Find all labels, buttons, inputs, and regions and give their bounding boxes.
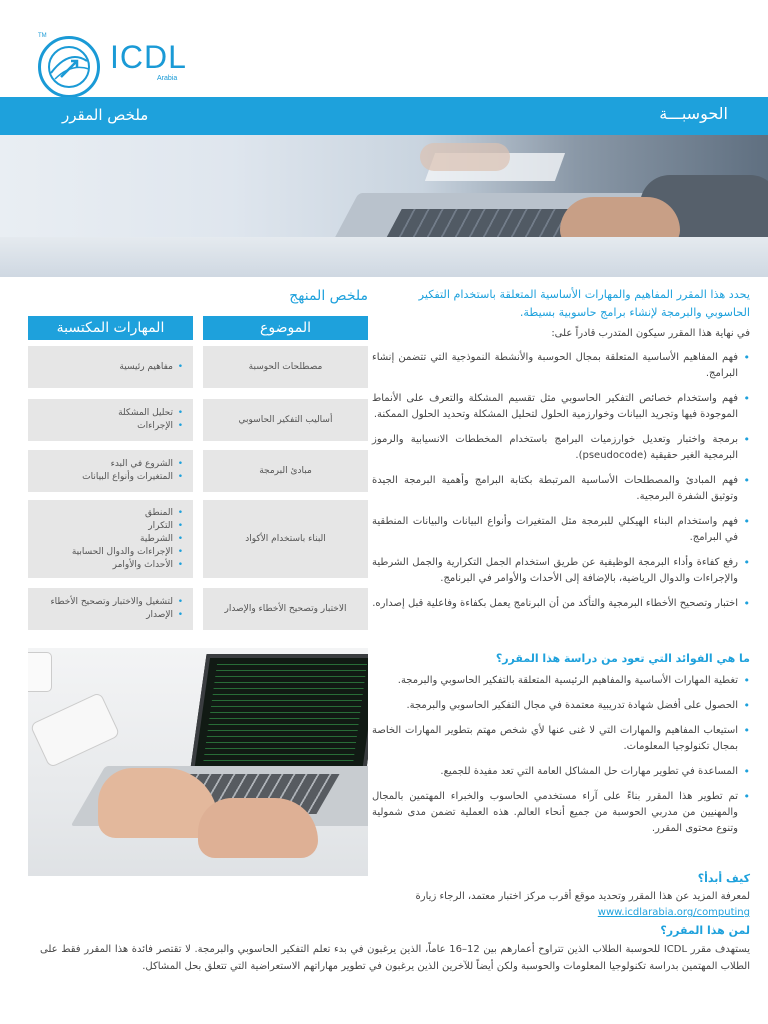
list-item: • فهم المفاهيم الأساسية المتعلقة بمجال الحوسبة والأنشطة النموذجية التي تتضمن إنشاء البرامج.: [372, 350, 750, 382]
photo-right-hand: [198, 798, 318, 858]
list-item: • برمجة واختبار وتعديل خوارزميات البرامج باستخدام المخططات الانسيابية والرموز البرمجية الغير حقيقية (pseudocode).: [372, 432, 750, 464]
table-row-skills: [28, 346, 193, 388]
logo-subtitle: Arabia: [157, 75, 178, 82]
list-item: • تغطية المهارات الأساسية والمفاهيم الرئيسية المتعلقة بالتفكير الحاسوبي والبرمجة.: [372, 673, 750, 689]
skill-item: • الشروع في البدء: [38, 458, 183, 471]
course-intro: يحدد هذا المقرر المفاهيم والمهارات الأساسية المتعلقة باستخدام التفكير الحاسوبي والبرمجة لإنشاء برامج حاسوبية بسيطة.: [418, 288, 750, 319]
table-row-skills: [28, 500, 193, 578]
table-row-topic: مبادئ البرمجة: [203, 450, 368, 492]
skill-item: • لتشغيل والاختبار وتصحيح الأخطاء: [38, 596, 183, 609]
hero-desk: [0, 237, 768, 277]
list-item: • فهم المبادئ والمصطلحات الأساسية المرتبطة بكتابة البرامج وأهمية البرمجة الجيدة وتوثيق الشفرة البرمجية.: [372, 473, 750, 505]
start-text: [372, 889, 750, 921]
skill-item: • الإصدار: [38, 609, 183, 622]
list-item: • الحصول على أفضل شهادة تدريبية معتمدة في مجال التفكير الحاسوبي والبرمجة.: [372, 698, 750, 714]
skill-item: • الشرطية: [38, 533, 183, 546]
skills-column-header: المهارات المكتسبة: [28, 316, 193, 340]
start-description: لمعرفة المزيد عن هذا المقرر وتحديد موقع أقرب مركز اختبار معتمد، الرجاء زيارة: [415, 891, 750, 902]
list-item: • المساعدة في تطوير مهارات حل المشاكل العامة التي تعد مفيدة للجميع.: [372, 764, 750, 780]
hero-typing-photo: [0, 135, 768, 277]
start-heading: كيف أبدأ؟: [697, 872, 750, 885]
banner-summary-label: ملخص المقرر: [62, 106, 149, 124]
topic-column-header: الموضوع: [203, 316, 368, 340]
skill-item: • الإجراءات والدوال الحسابية: [38, 546, 183, 559]
skill-item: • تحليل المشكلة: [38, 407, 183, 420]
list-item: • رفع كفاءة وأداء البرمجة الوظيفية عن طريق استخدام الجمل التكرارية والجمل الشرطية والإجراءات والدوال الرياضية، بالإضافة إلى الأحداث والأوامر في البرنامج.: [372, 555, 750, 587]
table-row-topic: الاختبار وتصحيح الأخطاء والإصدار: [203, 588, 368, 630]
list-item: • تم تطوير هذا المقرر بناءً على آراء مستخدمي الحاسوب والخبراء المهتمين بالمجال والمهنيين من مدربي الحوسبة من جميع أنحاء العالم. هذه العملية تضمن مدى شمولية وتنوع محتوى المقرر.: [372, 789, 750, 837]
table-row-topic: مصطلحات الحوسبة: [203, 346, 368, 388]
list-item: • فهم واستخدام البناء الهيكلي للبرمجة مثل المتغيرات وأنواع البيانات والبيانات المنطقية في البرامج.: [372, 514, 750, 546]
benefits-list: [372, 673, 750, 846]
icdl-globe-icon: [38, 36, 100, 98]
skill-item: • المتغيرات وأنواع البيانات: [38, 471, 183, 484]
trademark-symbol: TM: [38, 33, 47, 39]
skill-item: • الأحداث والأوامر: [38, 559, 183, 572]
syllabus-title: ملخص المنهج: [289, 288, 368, 304]
list-item: • اختبار وتصحيح الأخطاء البرمجية والتأكد من أن البرنامج يعمل بكفاءة وفاعلية قبل إصداره.: [372, 596, 750, 612]
list-item: • فهم واستخدام خصائص التفكير الحاسوبي مثل تقسيم المشكلة والتعرف على الأنماط الموجودة فيها وتجريد البيانات وخوارزمية الحلول لتحليل المشكلة وتحديد الحلول الممكنة.: [372, 391, 750, 423]
hero-background-hand: [420, 143, 510, 171]
table-row-skills: [28, 450, 193, 492]
audience-heading: لمن هذا المقرر؟: [660, 924, 750, 937]
skill-item: • التكرار: [38, 520, 183, 533]
benefits-heading: ما هي الفوائد التي تعود من دراسة هذا المقرر؟: [495, 652, 750, 665]
banner-course-title: الحوسبـــة: [659, 104, 728, 123]
skill-item: • المنطق: [38, 507, 183, 520]
audience-text: يستهدف مقرر ICDL للحوسبة الطلاب الذين تتراوح أعمارهم بين 12–16 عاماً، الذين يرغبون في بدء تعلم التفكير الحاسوبي والبرمجة. لا تقتصر فائدة هذا المقرر فقط على الطلاب المهتمين بدراسة تكنولوجيا المعلومات والحوسبة ولكن أيضاً للآخرين الذين يرغبون في تطوير مهاراتهم الاستعراضية التي تتعلق بحل المشاكل.: [40, 944, 750, 972]
photo-code-lines: [203, 664, 367, 764]
list-item: • استيعاب المفاهيم والمهارات التي لا غنى عنها لأي شخص مهتم بتطوير المهارات الخاصة بمجال تكنولوجيا المعلومات.: [372, 723, 750, 755]
skill-item: • مفاهيم رئيسية: [38, 361, 183, 374]
goals-lead: في نهاية هذا المقرر سيكون المتدرب قادراً على:: [551, 328, 750, 339]
logo-text: ICDL: [110, 39, 187, 75]
goals-list: [372, 350, 750, 621]
skill-item: • الإجراءات: [38, 420, 183, 433]
website-link[interactable]: www.icdlarabia.org/computing: [597, 907, 750, 918]
globe-arrow-icon: [41, 39, 97, 95]
table-row-skills: [28, 399, 193, 441]
laptop-coding-photo: [28, 648, 368, 876]
table-row-topic: البناء باستخدام الأكواد: [203, 500, 368, 578]
photo-smartphone: [30, 692, 121, 768]
table-row-topic: أساليب التفكير الحاسوبي: [203, 399, 368, 441]
table-row-skills: [28, 588, 193, 630]
photo-phone-top: [28, 652, 52, 692]
